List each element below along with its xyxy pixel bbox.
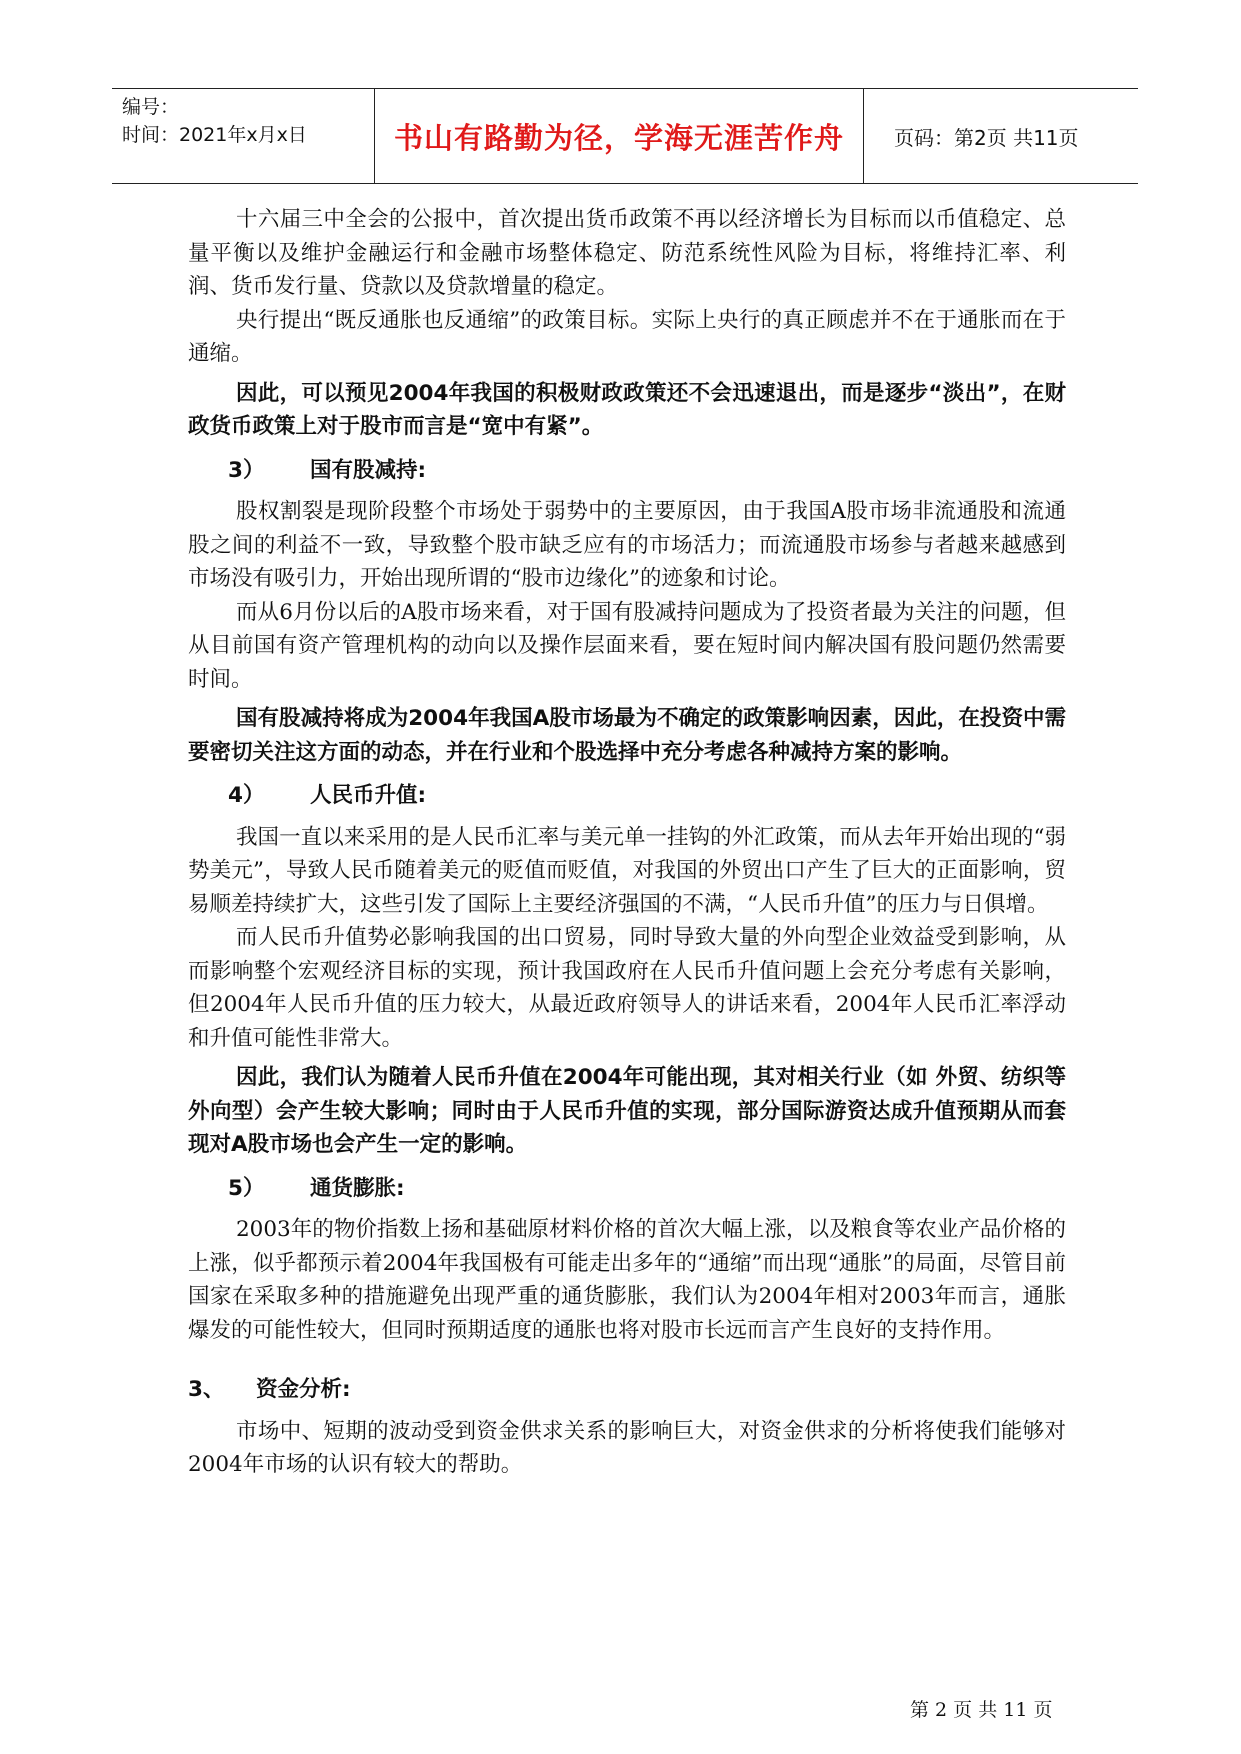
heading-number: 3）	[228, 457, 265, 483]
bold-paragraph: 因此，可以预见2004年我国的积极财政政策还不会迅速退出，而是逐步“淡出”，在财政货币政策上对于股市而言是“宽中有紧”。	[188, 380, 1066, 439]
section-heading-5	[188, 1172, 1066, 1206]
page-footer: 第 2 页 共 11 页	[910, 1699, 1053, 1721]
paragraph: 我国一直以来采用的是人民币汇率与美元单一挂钩的外汇政策，而从去年开始出现的“弱势美元”，导致人民币随着美元的贬值而贬值，对我国的外贸出口产生了巨大的正面影响，贸易顺差持续扩大，这些引发了国际上主要经济强国的不满，“人民币升值”的压力与日俱增。	[188, 824, 1066, 917]
doc-id-label: 编号：	[122, 96, 180, 118]
heading-number: 4）	[228, 783, 265, 808]
section-heading-3	[188, 454, 1066, 488]
heading-title: 通货膨胀:	[310, 1175, 405, 1201]
header-meta	[122, 89, 382, 187]
paragraph: 十六届三中全会的公报中，首次提出货币政策不再以经济增长为目标而以币值稳定、总量平衡以及维护金融运行和金融市场整体稳定、防范系统性风险为目标，将维持汇率、利润、货币发行量、贷款以及贷款增量的稳定。	[188, 207, 1066, 299]
heading-number: 3、	[188, 1377, 225, 1402]
section-heading-funds	[188, 1373, 1066, 1407]
paragraph: 而人民币升值势必影响我国的出口贸易，同时导致大量的外向型企业效益受到影响，从而影响整个宏观经济目标的实现，预计我国政府在人民币升值问题上会充分考虑有关影响，但2004年人民币升值的压力较大，从最近政府领导人的讲话来看，2004年人民币汇率浮动和升值可能性非常大。	[188, 925, 1066, 1051]
doc-time-label: 时间：2021年x月x日	[122, 124, 307, 146]
bold-paragraph: 国有股减持将成为2004年我国A股市场最为不确定的政策影响因素，因此，在投资中需要密切关注这方面的动态，并在行业和个股选择中充分考虑各种减持方案的影响。	[188, 706, 1066, 765]
header-page-label: 页码：第2页 共11页	[894, 125, 1079, 150]
paragraph: 央行提出“既反通胀也反通缩”的政策目标。实际上央行的真正顾虑并不在于通胀而在于通缩。	[188, 307, 1066, 366]
header-motto: 书山有路勤为径，学海无涯苦作舟	[374, 89, 864, 183]
heading-title: 国有股减持:	[310, 457, 427, 483]
heading-title: 资金分析:	[256, 1377, 351, 1402]
section-heading-4	[188, 779, 1066, 813]
bold-paragraph: 因此，我们认为随着人民币升值在2004年可能出现，其对相关行业（如 外贸、纺织等外向型）会产生较大影响；同时由于人民币升值的实现，部分国际游资达成升值预期从而套现对A股市场也会产生一定的影响。	[188, 1065, 1066, 1157]
paragraph: 股权割裂是现阶段整个市场处于弱势中的主要原因，由于我国A股市场非流通股和流通股之间的利益不一致，导致整个股市缺乏应有的市场活力；而流通股市场参与者越来越感到市场没有吸引力，开始出现所谓的“股市边缘化”的迹象和讨论。	[188, 499, 1066, 591]
document-body	[188, 203, 1066, 1482]
paragraph: 而从6月份以后的A股市场来看，对于国有股减持问题成为了投资者最为关注的问题，但从目前国有资产管理机构的动向以及操作层面来看，要在短时间内解决国有股问题仍然需要时间。	[188, 599, 1066, 692]
heading-number: 5）	[228, 1175, 265, 1201]
heading-title: 人民币升值:	[310, 783, 427, 808]
paragraph: 市场中、短期的波动受到资金供求关系的影响巨大，对资金供求的分析将使我们能够对2004年市场的认识有较大的帮助。	[188, 1418, 1066, 1477]
paragraph: 2003年的物价指数上扬和基础原材料价格的首次大幅上涨，以及粮食等农业产品价格的上涨，似乎都预示着2004年我国极有可能走出多年的“通缩”而出现“通胀”的局面，尽管目前国家在采取多种的措施避免出现严重的通货膨胀，我们认为2004年相对2003年而言，通胀爆发的可能性较大，但同时预期适度的通胀也将对股市长远而言产生良好的支持作用。	[188, 1217, 1066, 1343]
page-header	[112, 88, 1138, 184]
